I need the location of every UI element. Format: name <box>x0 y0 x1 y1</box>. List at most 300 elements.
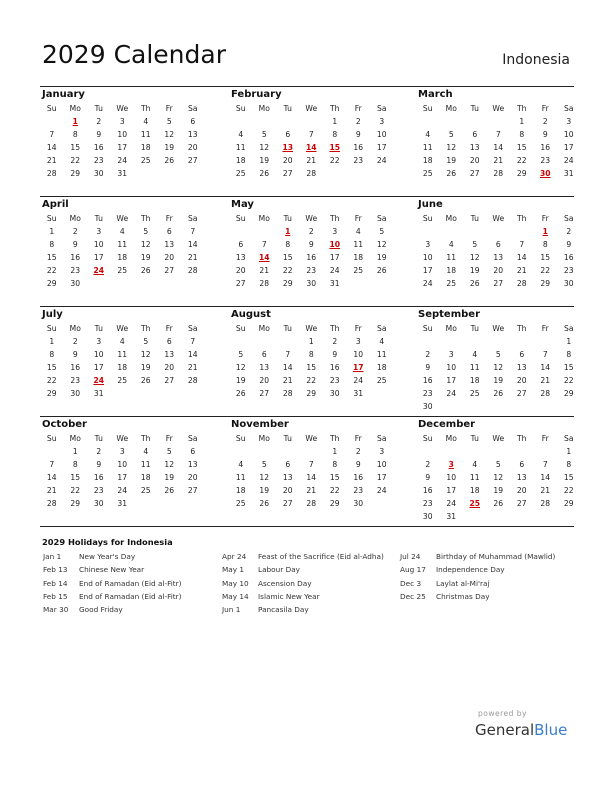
calendar-date: 9 <box>72 350 78 359</box>
calendar-date: 23 <box>70 376 81 385</box>
day-grid <box>229 322 385 400</box>
weekday-label: Su <box>235 104 246 113</box>
calendar-date: 21 <box>46 156 57 165</box>
empty-cell <box>229 225 253 238</box>
weekday-label: Su <box>422 104 433 113</box>
calendar-date: 22 <box>70 486 81 495</box>
calendar-date: 17 <box>422 266 433 275</box>
weekday-label: Tu <box>94 214 103 223</box>
holiday-date: 14 <box>305 143 317 152</box>
calendar-date: 10 <box>446 473 457 482</box>
month-september <box>416 307 572 413</box>
calendar-date: 28 <box>187 266 198 275</box>
holiday-item-name: Christmas Day <box>436 591 490 601</box>
calendar-date: 8 <box>72 460 78 469</box>
calendar-date: 8 <box>332 460 338 469</box>
calendar-date: 10 <box>422 253 433 262</box>
calendar-date: 23 <box>93 486 104 495</box>
weekday-label: Mo <box>258 104 270 113</box>
calendar-date: 14 <box>516 253 527 262</box>
day-grid <box>40 322 196 400</box>
calendar-date: 9 <box>96 130 102 139</box>
calendar-date: 21 <box>516 266 527 275</box>
weekday-label: Su <box>235 324 246 333</box>
calendar-date: 10 <box>376 130 387 139</box>
day-grid <box>229 432 385 510</box>
empty-cell <box>463 335 487 348</box>
calendar-date: 4 <box>119 227 125 236</box>
holiday-item-name: Ascension Day <box>258 578 312 588</box>
holiday-item-date: May 14 <box>222 591 249 601</box>
calendar-date: 22 <box>306 376 317 385</box>
weekday-label: Th <box>330 214 340 223</box>
calendar-date: 29 <box>70 499 81 508</box>
calendar-date: 15 <box>282 253 293 262</box>
calendar-date: 14 <box>306 473 317 482</box>
calendar-date: 8 <box>49 240 55 249</box>
calendar-date: 16 <box>422 486 433 495</box>
weekday-label: We <box>116 104 129 113</box>
day-grid <box>229 102 385 180</box>
empty-cell <box>416 225 440 238</box>
holiday-item-date: Feb 13 <box>43 565 68 575</box>
calendar-date: 22 <box>516 156 527 165</box>
empty-cell <box>510 335 534 348</box>
calendar-date: 7 <box>190 227 196 236</box>
country-name: Indonesia <box>502 52 570 68</box>
weekday-label: Fr <box>165 104 173 113</box>
weekday-label: Th <box>330 434 340 443</box>
weekday-label: We <box>305 324 318 333</box>
calendar-date: 3 <box>425 240 431 249</box>
calendar-date: 29 <box>46 279 57 288</box>
weekday-label: Tu <box>283 104 292 113</box>
holiday-column <box>43 552 218 618</box>
weekday-label: Tu <box>94 434 103 443</box>
calendar-date: 26 <box>469 279 480 288</box>
holiday-item <box>400 579 575 592</box>
calendar-date: 10 <box>446 363 457 372</box>
calendar-date: 18 <box>376 363 387 372</box>
calendar-date: 19 <box>235 376 246 385</box>
calendar-date: 11 <box>353 240 364 249</box>
empty-cell <box>253 115 277 128</box>
calendar-date: 14 <box>46 473 57 482</box>
calendar-date: 9 <box>332 350 338 359</box>
calendar-date: 17 <box>446 376 457 385</box>
calendar-date: 1 <box>332 447 338 456</box>
calendar-date: 6 <box>285 130 291 139</box>
calendar-date: 10 <box>376 460 387 469</box>
calendar-date: 9 <box>355 130 361 139</box>
month-name: August <box>231 309 271 320</box>
calendar-date: 30 <box>70 279 81 288</box>
calendar-date: 8 <box>519 130 525 139</box>
calendar-date: 23 <box>70 266 81 275</box>
calendar-date: 4 <box>448 240 454 249</box>
calendar-date: 24 <box>563 156 574 165</box>
month-april <box>40 197 196 290</box>
calendar-date: 26 <box>164 156 175 165</box>
day-grid <box>229 212 385 290</box>
calendar-date: 30 <box>353 499 364 508</box>
calendar-date: 17 <box>93 253 104 262</box>
weekday-label: Mo <box>258 324 270 333</box>
calendar-date: 18 <box>235 486 246 495</box>
calendar-date: 9 <box>96 460 102 469</box>
calendar-date: 20 <box>187 473 198 482</box>
weekday-label: Th <box>517 324 527 333</box>
empty-cell <box>229 445 253 458</box>
calendar-date: 14 <box>540 363 551 372</box>
calendar-date: 2 <box>72 337 78 346</box>
calendar-date: 12 <box>164 460 175 469</box>
calendar-date: 18 <box>469 376 480 385</box>
month-row <box>40 306 574 416</box>
calendar-date: 2 <box>96 117 102 126</box>
weekday-label: Sa <box>564 324 574 333</box>
calendar-date: 3 <box>448 350 454 359</box>
calendar-date: 26 <box>446 169 457 178</box>
calendar-date: 3 <box>332 227 338 236</box>
calendar-date: 27 <box>235 279 246 288</box>
calendar-date: 27 <box>187 486 198 495</box>
weekday-label: Th <box>141 434 151 443</box>
empty-cell <box>253 335 277 348</box>
weekday-label: Sa <box>564 104 574 113</box>
calendar-date: 18 <box>353 253 364 262</box>
weekday-label: Mo <box>445 214 457 223</box>
weekday-label: Th <box>330 104 340 113</box>
calendar-date: 19 <box>376 253 387 262</box>
calendar-date: 16 <box>93 143 104 152</box>
empty-cell <box>463 225 487 238</box>
calendar-date: 12 <box>446 143 457 152</box>
calendar-date: 15 <box>563 473 574 482</box>
calendar-date: 25 <box>117 376 128 385</box>
holiday-item-date: Jul 24 <box>400 552 421 561</box>
day-grid <box>416 212 572 290</box>
calendar-date: 22 <box>540 266 551 275</box>
calendar-date: 24 <box>376 486 387 495</box>
empty-cell <box>440 225 464 238</box>
calendar-date: 7 <box>519 240 525 249</box>
weekday-label: Fr <box>165 434 173 443</box>
calendar-date: 26 <box>235 389 246 398</box>
calendar-date: 25 <box>353 266 364 275</box>
holiday-date: 3 <box>448 460 454 469</box>
empty-cell <box>510 445 534 458</box>
calendar-date: 14 <box>540 473 551 482</box>
calendar-date: 1 <box>308 337 314 346</box>
brand-logo[interactable] <box>475 721 567 739</box>
month-may <box>229 197 385 290</box>
calendar-date: 4 <box>119 337 125 346</box>
empty-cell <box>487 225 511 238</box>
empty-cell <box>253 225 277 238</box>
calendar-date: 14 <box>282 363 293 372</box>
calendar-date: 6 <box>519 350 525 359</box>
calendar-date: 20 <box>235 266 246 275</box>
holiday-item-name: End of Ramadan (Eid al-Fitr) <box>79 578 182 588</box>
calendar-date: 29 <box>70 169 81 178</box>
day-grid <box>40 432 196 510</box>
weekday-label: Th <box>141 324 151 333</box>
day-grid <box>416 102 572 180</box>
calendar-date: 18 <box>446 266 457 275</box>
holiday-item <box>400 592 575 605</box>
month-name: January <box>42 89 85 100</box>
calendar-date: 9 <box>542 130 548 139</box>
calendar-date: 27 <box>469 169 480 178</box>
holiday-date: 1 <box>542 227 548 236</box>
weekday-label: We <box>305 434 318 443</box>
empty-cell <box>487 335 511 348</box>
calendar-date: 30 <box>93 169 104 178</box>
calendar-date: 9 <box>308 240 314 249</box>
month-july <box>40 307 196 400</box>
calendar-date: 24 <box>353 376 364 385</box>
calendar-date: 22 <box>563 376 574 385</box>
weekday-label: Su <box>46 214 57 223</box>
weekday-label: We <box>492 214 505 223</box>
holiday-date: 13 <box>282 143 294 152</box>
calendar-date: 31 <box>93 389 104 398</box>
calendar-date: 26 <box>140 376 151 385</box>
calendar-date: 31 <box>329 279 340 288</box>
weekday-label: Th <box>141 214 151 223</box>
weekday-label: Sa <box>188 324 198 333</box>
holidays-title: 2029 Holidays for Indonesia <box>42 537 173 547</box>
calendar-date: 13 <box>235 253 246 262</box>
calendar-date: 27 <box>259 389 270 398</box>
month-name: February <box>231 89 282 100</box>
calendar-date: 6 <box>472 130 478 139</box>
holiday-item-date: Mar 30 <box>43 605 69 615</box>
weekday-label: Th <box>517 104 527 113</box>
weekday-label: Tu <box>283 434 292 443</box>
calendar-date: 22 <box>46 376 57 385</box>
calendar-date: 21 <box>306 156 317 165</box>
holiday-date: 25 <box>469 499 481 508</box>
calendar-date: 4 <box>472 350 478 359</box>
calendar-date: 27 <box>164 266 175 275</box>
calendar-date: 13 <box>493 253 504 262</box>
calendar-date: 30 <box>329 389 340 398</box>
calendar-date: 29 <box>282 279 293 288</box>
calendar-date: 20 <box>282 486 293 495</box>
empty-cell <box>463 445 487 458</box>
calendar-date: 5 <box>448 130 454 139</box>
calendar-date: 20 <box>516 486 527 495</box>
calendar-date: 21 <box>46 486 57 495</box>
calendar-date: 8 <box>285 240 291 249</box>
calendar-date: 30 <box>70 389 81 398</box>
calendar-date: 10 <box>93 240 104 249</box>
calendar-date: 21 <box>187 253 198 262</box>
calendar-date: 5 <box>166 117 172 126</box>
weekday-label: Fr <box>165 214 173 223</box>
calendar-date: 11 <box>235 143 246 152</box>
calendar-date: 5 <box>495 460 501 469</box>
calendar-date: 12 <box>259 473 270 482</box>
empty-cell <box>440 335 464 348</box>
empty-cell <box>416 115 440 128</box>
calendar-date: 1 <box>49 227 55 236</box>
month-name: April <box>42 199 69 210</box>
calendar-date: 13 <box>469 143 480 152</box>
weekday-label: Mo <box>69 104 81 113</box>
calendar-date: 19 <box>493 486 504 495</box>
calendar-date: 9 <box>425 473 431 482</box>
calendar-date: 15 <box>329 473 340 482</box>
calendar-date: 26 <box>493 389 504 398</box>
calendar-date: 20 <box>164 363 175 372</box>
calendar-date: 21 <box>282 376 293 385</box>
calendar-date: 24 <box>446 389 457 398</box>
holiday-item-name: Islamic New Year <box>258 591 320 601</box>
calendar-date: 15 <box>70 143 81 152</box>
calendar-date: 7 <box>261 240 267 249</box>
empty-cell <box>487 115 511 128</box>
calendar-date: 1 <box>72 447 78 456</box>
calendar-date: 11 <box>469 473 480 482</box>
calendar-date: 6 <box>166 337 172 346</box>
holiday-item-name: Labour Day <box>258 565 300 575</box>
calendar-date: 2 <box>425 350 431 359</box>
month-march <box>416 87 572 180</box>
weekday-label: Mo <box>69 434 81 443</box>
holiday-date: 10 <box>329 240 341 249</box>
holiday-item-date: Apr 24 <box>222 552 247 561</box>
calendar-date: 12 <box>140 240 151 249</box>
calendar-date: 8 <box>566 460 572 469</box>
empty-cell <box>534 445 558 458</box>
calendar-date: 17 <box>93 363 104 372</box>
calendar-date: 13 <box>187 130 198 139</box>
holiday-item <box>43 579 218 592</box>
month-row <box>40 196 574 306</box>
calendar-date: 28 <box>493 169 504 178</box>
month-november <box>229 417 385 510</box>
calendar-date: 25 <box>469 389 480 398</box>
calendar-date: 10 <box>117 130 128 139</box>
holiday-item-name: Feast of the Sacrifice (Eid al-Adha) <box>258 552 384 561</box>
calendar-date: 21 <box>493 156 504 165</box>
weekday-label: Tu <box>470 214 479 223</box>
weekday-label: We <box>492 434 505 443</box>
brand-logo-general: General <box>475 721 535 739</box>
calendar-date: 29 <box>306 389 317 398</box>
weekday-label: We <box>116 434 129 443</box>
calendar-date: 7 <box>308 460 314 469</box>
brand-logo-blue: Blue <box>534 721 568 739</box>
weekday-label: Sa <box>188 214 198 223</box>
calendar-date: 3 <box>355 337 361 346</box>
calendar-date: 24 <box>422 279 433 288</box>
day-grid <box>416 322 572 413</box>
month-january <box>40 87 196 180</box>
weekday-label: Fr <box>354 434 362 443</box>
weekday-label: Fr <box>541 324 549 333</box>
calendar-date: 22 <box>282 266 293 275</box>
calendar-date: 17 <box>376 143 387 152</box>
calendar-date: 12 <box>493 473 504 482</box>
holiday-item-date: Dec 25 <box>400 591 426 601</box>
calendar-date: 6 <box>495 240 501 249</box>
day-grid <box>416 432 572 523</box>
calendar-date: 20 <box>282 156 293 165</box>
calendar-date: 26 <box>164 486 175 495</box>
calendar-date: 29 <box>329 499 340 508</box>
holiday-date: 24 <box>93 376 105 385</box>
weekday-label: Su <box>422 324 433 333</box>
holiday-item <box>222 552 397 565</box>
empty-cell <box>416 335 440 348</box>
empty-cell <box>276 445 300 458</box>
calendar-date: 15 <box>70 473 81 482</box>
holiday-item <box>400 565 575 578</box>
calendar-date: 19 <box>140 363 151 372</box>
calendar-date: 13 <box>516 473 527 482</box>
calendar-date: 5 <box>143 337 149 346</box>
calendar-date: 12 <box>235 363 246 372</box>
weekday-label: Fr <box>541 214 549 223</box>
calendar-date: 9 <box>566 240 572 249</box>
calendar-date: 29 <box>516 169 527 178</box>
calendar-date: 7 <box>495 130 501 139</box>
month-name: June <box>418 199 443 210</box>
calendar-date: 1 <box>519 117 525 126</box>
calendar-date: 24 <box>376 156 387 165</box>
calendar-date: 13 <box>282 473 293 482</box>
calendar-date: 4 <box>425 130 431 139</box>
empty-cell <box>487 445 511 458</box>
calendar-date: 3 <box>119 117 125 126</box>
calendar-date: 6 <box>238 240 244 249</box>
month-june <box>416 197 572 290</box>
calendar-date: 25 <box>446 279 457 288</box>
calendar-date: 4 <box>472 460 478 469</box>
calendar-date: 30 <box>93 499 104 508</box>
month-name: March <box>418 89 453 100</box>
calendar-date: 3 <box>96 227 102 236</box>
weekday-label: Sa <box>377 214 387 223</box>
calendar-date: 16 <box>540 143 551 152</box>
calendar-date: 10 <box>93 350 104 359</box>
weekday-label: Tu <box>94 104 103 113</box>
calendar-date: 7 <box>542 460 548 469</box>
calendar-date: 11 <box>376 350 387 359</box>
calendar-date: 17 <box>117 143 128 152</box>
holiday-item-date: Jun 1 <box>222 605 241 615</box>
weekday-label: Tu <box>470 324 479 333</box>
calendar-date: 12 <box>469 253 480 262</box>
weekday-label: Fr <box>354 104 362 113</box>
holiday-item <box>222 579 397 592</box>
calendar-date: 12 <box>259 143 270 152</box>
month-name: October <box>42 419 87 430</box>
calendar-date: 6 <box>519 460 525 469</box>
holiday-column <box>222 552 397 618</box>
calendar-date: 19 <box>446 156 457 165</box>
calendar-date: 20 <box>187 143 198 152</box>
calendar-date: 29 <box>563 499 574 508</box>
holiday-column <box>400 552 575 605</box>
calendar-date: 27 <box>493 279 504 288</box>
weekday-label: Sa <box>564 214 574 223</box>
calendar-date: 16 <box>563 253 574 262</box>
